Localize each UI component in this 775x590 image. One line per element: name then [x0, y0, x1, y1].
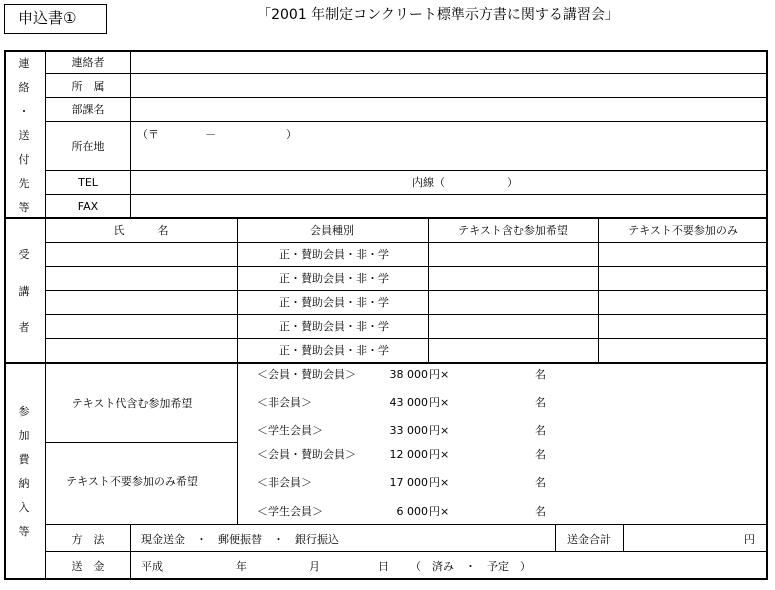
attendee-name-field[interactable]	[46, 291, 237, 314]
fee-amount: 43 000	[389, 396, 428, 409]
extension-close: ）	[507, 176, 518, 189]
total-label: 送金合計	[567, 533, 611, 546]
member-type-options[interactable]: 正・賛助会員・非・学	[279, 344, 389, 357]
attendee-name-field[interactable]	[46, 243, 237, 266]
postal-open: （〒	[137, 128, 159, 141]
fee-amount: 6 000	[396, 505, 428, 518]
address-field[interactable]	[131, 122, 767, 170]
fee-count-field[interactable]	[456, 422, 532, 440]
without-text-cell[interactable]	[599, 315, 767, 338]
fee-category: ＜非会員＞	[257, 396, 312, 409]
attendee-name-field[interactable]	[46, 267, 237, 290]
header-without-text: テキスト不要参加のみ	[628, 224, 738, 237]
department-label: 部課名	[71, 103, 105, 116]
affiliation-field[interactable]	[131, 74, 767, 97]
remit-day: 日	[378, 560, 389, 573]
fee-unit: 円×	[429, 424, 450, 437]
affiliation-label: 所 属	[71, 80, 105, 93]
page-title: 「2001 年制定コンクリート標準示方書に関する講習会」	[257, 7, 619, 23]
with-text-cell[interactable]	[429, 339, 598, 362]
fee-group-label-without-text: テキスト不要参加のみ希望	[66, 475, 198, 488]
total-amount-field[interactable]	[624, 525, 742, 551]
fee-category: ＜非会員＞	[257, 476, 312, 489]
remit-year-field[interactable]	[168, 556, 232, 576]
extension-label: 内線（	[412, 176, 445, 189]
without-text-cell[interactable]	[599, 267, 767, 290]
with-text-cell[interactable]	[429, 267, 598, 290]
fee-count-unit: 名	[535, 368, 546, 381]
attendee-name-field[interactable]	[46, 315, 237, 338]
remit-year: 年	[236, 560, 247, 573]
member-type-options[interactable]: 正・賛助会員・非・学	[279, 272, 389, 285]
postal-close: ）	[286, 128, 297, 141]
tel-field[interactable]	[131, 171, 767, 194]
fax-field[interactable]	[131, 195, 767, 217]
department-field[interactable]	[131, 98, 767, 121]
header-member-type: 会員種別	[310, 224, 354, 237]
fee-category: ＜学生会員＞	[257, 505, 323, 518]
fee-group-label-with-text: テキスト代含む参加希望	[71, 397, 193, 410]
fee-count-field[interactable]	[456, 446, 532, 464]
fee-count-unit: 名	[535, 505, 546, 518]
address-label: 所在地	[71, 140, 105, 153]
remit-month: 月	[309, 560, 320, 573]
remit-day-field[interactable]	[325, 556, 375, 576]
postal-dash: －	[205, 128, 216, 141]
without-text-cell[interactable]	[599, 339, 767, 362]
without-text-cell[interactable]	[599, 291, 767, 314]
member-type-options[interactable]: 正・賛助会員・非・学	[279, 296, 389, 309]
method-label: 方 法	[71, 533, 105, 546]
fee-unit: 円×	[429, 396, 450, 409]
fee-count-field[interactable]	[456, 503, 532, 521]
remit-label: 送 金	[71, 560, 105, 573]
header-with-text: テキスト含む参加希望	[458, 224, 568, 237]
remit-era: 平成	[141, 560, 163, 573]
method-options[interactable]: 現金送金 ・ 郵便振替 ・ 銀行振込	[141, 533, 339, 546]
contact-name-label: 連絡者	[71, 56, 105, 69]
contact-name-field[interactable]	[131, 52, 767, 73]
fee-unit: 円×	[429, 368, 450, 381]
fee-amount: 12 000	[389, 448, 428, 461]
fee-unit: 円×	[429, 505, 450, 518]
with-text-cell[interactable]	[429, 243, 598, 266]
total-unit: 円	[744, 533, 755, 546]
header-name: 氏 名	[113, 224, 169, 237]
fax-label: FAX	[77, 200, 99, 213]
without-text-cell[interactable]	[599, 243, 767, 266]
attendee-name-field[interactable]	[46, 339, 237, 362]
fee-count-unit: 名	[535, 448, 546, 461]
fee-category: ＜会員・賛助会員＞	[257, 448, 356, 461]
fee-count-field[interactable]	[456, 474, 532, 492]
with-text-cell[interactable]	[429, 315, 598, 338]
fee-count-field[interactable]	[456, 394, 532, 412]
fee-category: ＜会員・賛助会員＞	[257, 368, 356, 381]
fee-unit: 円×	[429, 476, 450, 489]
fee-count-field[interactable]	[456, 366, 532, 384]
fee-count-unit: 名	[535, 424, 546, 437]
with-text-cell[interactable]	[429, 291, 598, 314]
tel-label: TEL	[78, 176, 98, 189]
remit-status-options[interactable]: （ 済み ・ 予定 ）	[410, 560, 531, 573]
fee-category: ＜学生会員＞	[257, 424, 323, 437]
member-type-options[interactable]: 正・賛助会員・非・学	[279, 320, 389, 333]
fee-count-unit: 名	[535, 476, 546, 489]
fee-unit: 円×	[429, 448, 450, 461]
fee-amount: 33 000	[389, 424, 428, 437]
fee-amount: 38 000	[389, 368, 428, 381]
remit-month-field[interactable]	[252, 556, 306, 576]
member-type-options[interactable]: 正・賛助会員・非・学	[279, 248, 389, 261]
fee-amount: 17 000	[389, 476, 428, 489]
fee-count-unit: 名	[535, 396, 546, 409]
form-label: 申込書①	[18, 9, 77, 27]
